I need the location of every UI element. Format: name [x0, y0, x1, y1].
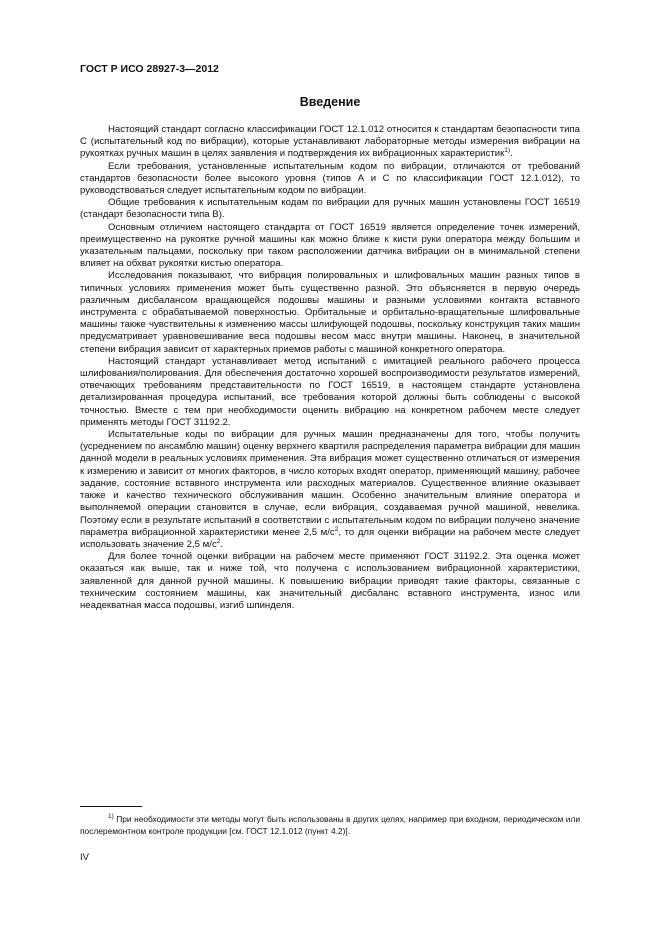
page-number: IV	[80, 852, 89, 863]
footnote-divider	[80, 806, 142, 807]
paragraph-5: Исследования показывают, что вибрация полировальных и шлифовальных машин разных типов в типичных условиях применения может быть существенно разной. Это объясняется в первую очередь различным дисбалансом вращающейся подошвы машины и разными условиями контакта вставного инструмента с обрабатываемой поверхностью. Орбитальные и орбитально-вращательные шлифовальные машины также чувствительны к изменению массы шлифующей подошвы, поскольку конструкция таких машин предусматривает уравновешивание веса подошвы весом масс внутри машины. Наконец, в значительной степени вибрация зависит от характерных приемов работы с машиной конкретного оператора.	[80, 270, 580, 355]
document-header: ГОСТ Р ИСО 28927-3—2012	[80, 63, 219, 75]
section-title: Введение	[299, 95, 361, 109]
paragraph-4: Основным отличием настоящего стандарта от ГОСТ 16519 является определение точек измерений, преимущественно на рукоятке ручной машины как можно ближе к кисти руки оператора между большим и указательным пальцами, поскольку при таком расположении датчика вибрации он в минимальной степени влияет на обхват рукоятки кистью оператора.	[80, 221, 580, 270]
paragraph-2: Если требования, установленные испытательным кодом по вибрации, отличаются от требований стандартов безопасности более высокого уровня (типов А и С по классификации ГОСТ 12.1.012), то руководствоваться следует испытательным кодом по вибрации.	[80, 160, 580, 197]
footnote-mark: 1)	[108, 813, 114, 821]
body-text	[80, 124, 580, 612]
footnote: $^{1)}$ При необходимости эти методы могут быть использованы в других целях, например при входном, периодическом или послеремонтном контроле продукции [см. ГОСТ 12.1.012 (пункт 4.2)].	[80, 813, 580, 836]
paragraph-6: Настоящий стандарт устанавливает метод испытаний с имитацией реального рабочего процесса шлифования/полирования. Для обеспечения достаточно хорошей воспроизводимости результатов измерений, отвечающих требованиям представительности по ГОСТ 16519, в настоящем стандарте установлена детализированная процедура испытаний, все требования которой должны быть соблюдены с высокой точностью. Вместе с тем при необходимости оценить вибрацию на конкретном рабочем месте следует применять методы ГОСТ 31192.2.	[80, 355, 580, 428]
paragraph-1: Настоящий стандарт согласно классификации ГОСТ 12.1.012 относится к стандартам безопасности типа С (испытательный код по вибрации), которые устанавливают лабораторные методы измерения вибрации на рукоятках ручных машин в целях заявления и подтверждения их вибрационных характеристик$^{1)}$.	[80, 124, 580, 160]
paragraph-7: Испытательные коды по вибрации для ручных машин предназначены для того, чтобы получить (усреднением по ансамблю машин) оценку верхнего квартиля распределения параметра вибрации для машин данной модели в реальных условиях применения. Эта вибрация может существенно отличаться от измерения к измерению и зависит от многих факторов, в число которых входят оператор, применяющий машину, рабочее задание, состояние вставного инструмента или расходных материалов. Существенное влияние оказывает также и качество технического обслуживания машин. Особенно значительным влияние оператора и выполняемой операции становится в случае, если вибрация, создаваемая ручной машиной, невелика. Поэтому если в результате испытаний в соответствии с испытательным кодом по вибрации получено значение параметра вибрационной характеристики менее 2,5 $м/с^2$, то для оценки вибрации на рабочем месте следует использовать значение 2,5 $м/с^2$.	[80, 429, 581, 550]
paragraph-8: Для более точной оценки вибрации на рабочем месте применяют ГОСТ 31192.2. Эта оценка может оказаться как выше, так и ниже той, что получена с использованием вибрационной характеристики, заявленной для данной ручной машины. К повышению вибрации приводят такие факторы, связанные с техническим состоянием машины, как значительный дисбаланс вставного инструмента, износ или неадекватная масса подошвы, изгиб шпинделя.	[80, 551, 580, 611]
footnote-ref: 1)	[504, 147, 511, 155]
paragraph-3: Общие требования к испытательным кодам по вибрации для ручных машин установлены ГОСТ 16519 (стандарт безопасности типа В).	[80, 197, 580, 221]
